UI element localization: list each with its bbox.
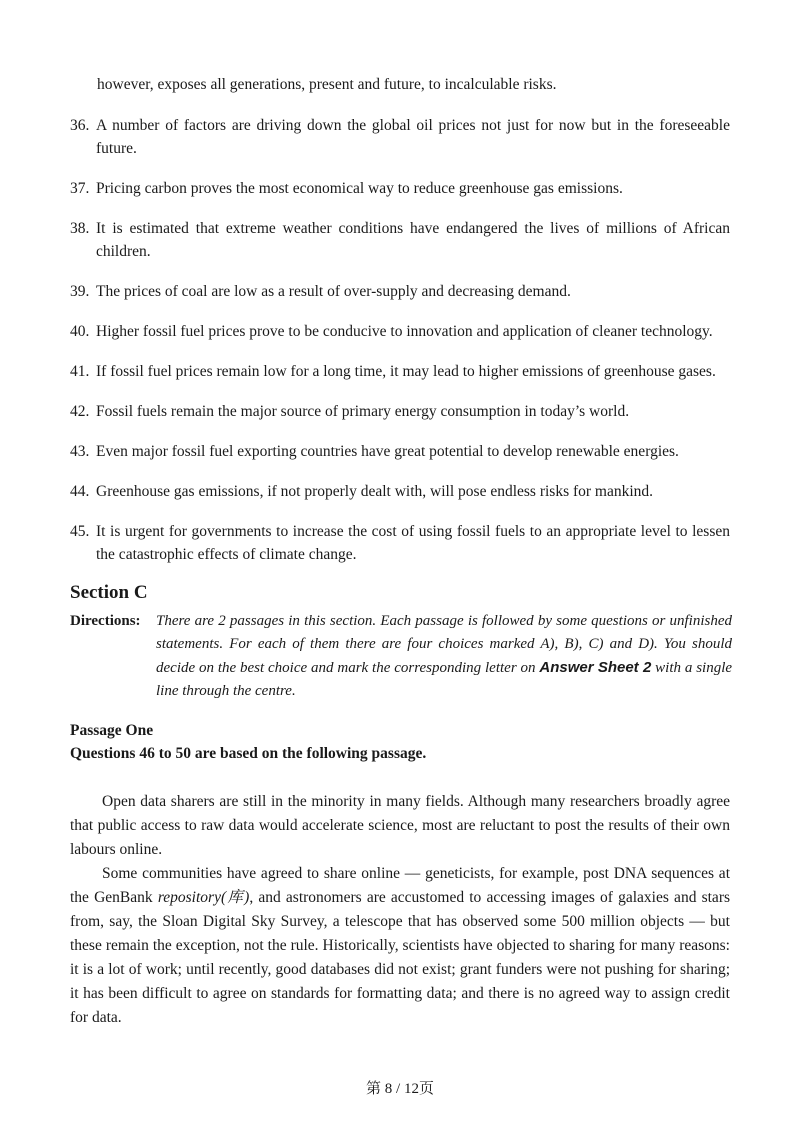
directions-text	[156, 610, 732, 703]
statement-number: 41.	[70, 363, 90, 380]
statement-continuation: however, exposes all generations, present and future, to incalculable risks.	[97, 76, 557, 93]
statement-number: 39.	[70, 283, 90, 300]
statement-item	[70, 114, 730, 160]
passage-title: Passage One	[70, 722, 154, 739]
page-number: 第 8 / 12页	[366, 1081, 434, 1097]
repository-gloss: repository(库)	[157, 889, 250, 906]
statement-text: The prices of coal are low as a result of over-supply and decreasing demand.	[96, 283, 571, 300]
directions-main: There are 2 passages in this section. Each passage is followed by some questions or unfinished statements. For each of them there are four choices marked A), B), C) and D). You should decide on the best choice and mark the corresponding letter on	[156, 613, 732, 676]
statement-text: Fossil fuels remain the major source of primary energy consumption in today’s world.	[96, 403, 630, 420]
questions-instruction: Questions 46 to 50 are based on the following passage.	[70, 745, 427, 762]
statement-number: 36.	[70, 117, 90, 134]
directions-end: with a single line through the centre.	[156, 660, 733, 699]
statement-number: 37.	[70, 180, 90, 197]
statement-item	[70, 520, 730, 566]
statement-number: 44.	[70, 483, 90, 500]
statement-number: 38.	[70, 220, 90, 237]
statement-number: 43.	[70, 443, 90, 460]
section-c-title: Section C	[70, 582, 148, 603]
statement-item	[70, 217, 730, 263]
statement-number: 40.	[70, 323, 90, 340]
passage-paragraph	[70, 862, 730, 1030]
statement-item	[70, 320, 730, 343]
passage-paragraph: Open data sharers are still in the minority in many fields. Although many researchers broadly agree that public access to raw data would accelerate science, most are reluctant to post the results of their own labours online.	[70, 793, 730, 858]
paragraph-text: , and astronomers are accustomed to accessing images of galaxies and stars from, say, the Sloan Digital Sky Survey, a telescope that has observed some 500 million objects — but these remain the exception, not the rule. Historically, scientists have objected to sharing for many reasons: it is a lot of work; until recently, good databases did not exist; grant funders were not pushing for sharing; it has been difficult to agree on standards for formatting data; and there is no agreed way to assign credit for data.	[70, 889, 731, 1026]
statement-number: 42.	[70, 403, 90, 420]
statement-item	[70, 400, 730, 423]
directions-block	[70, 610, 732, 703]
statement-text: Greenhouse gas emissions, if not properly dealt with, will pose endless risks for mankind.	[96, 483, 654, 500]
statement-item	[70, 440, 730, 463]
answer-sheet-label: Answer Sheet 2	[539, 659, 652, 676]
passage-body	[70, 790, 730, 1030]
statement-text: Even major fossil fuel exporting countries have great potential to develop renewable energies.	[96, 443, 679, 460]
statement-item	[70, 360, 730, 383]
statement-list	[70, 114, 730, 583]
statement-text: Pricing carbon proves the most economical way to reduce greenhouse gas emissions.	[96, 180, 623, 197]
statement-text: Higher fossil fuel prices prove to be conducive to innovation and application of cleaner technology.	[96, 323, 713, 340]
statement-text: If fossil fuel prices remain low for a long time, it may lead to higher emissions of greenhouse gases.	[96, 363, 716, 380]
statement-number: 45.	[70, 523, 90, 540]
statement-text: It is estimated that extreme weather conditions have endangered the lives of millions of African children.	[96, 220, 730, 260]
statement-item	[70, 177, 730, 200]
statement-text: A number of factors are driving down the global oil prices not just for now but in the foreseeable future.	[96, 117, 730, 157]
statement-item	[70, 480, 730, 503]
statement-item	[70, 280, 730, 303]
directions-label: Directions:	[70, 613, 141, 629]
statement-text: It is urgent for governments to increase the cost of using fossil fuels to an appropriate level to lessen the catastrophic effects of climate change.	[96, 523, 730, 563]
paragraph-text: Some communities have agreed to share online — geneticists, for example, post DNA sequences at the GenBank	[70, 865, 730, 906]
